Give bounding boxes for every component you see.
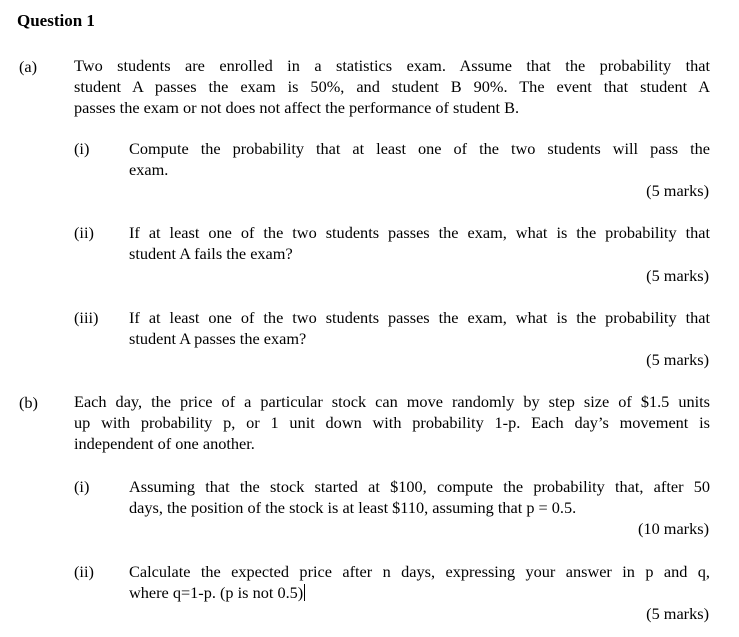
part-a-iii-marks: (5 marks) <box>646 350 709 369</box>
part-b-ii-label: (ii) <box>74 562 94 581</box>
part-a-line-2: student A passes the exam is 50%, and student B 90%. The event that student A <box>74 77 710 96</box>
part-b-line-1: Each day, the price of a particular stock can move randomly by step size of $1.5 units <box>74 392 710 411</box>
part-a-iii-line-1: If at least one of the two students passes the exam, what is the probability that <box>129 308 710 327</box>
part-a-iii-text <box>129 307 710 349</box>
part-a-i-line-1: Compute the probability that at least one of the two students will pass the <box>129 139 710 158</box>
part-a-label: (a) <box>19 57 38 76</box>
part-a-ii-line-2: student A fails the exam? <box>129 244 293 263</box>
part-a-ii-line-1: If at least one of the two students passes the exam, what is the probability that <box>129 223 710 242</box>
part-b-line-2: up with probability p, or 1 unit down with probability 1-p. Each day’s movement is <box>74 413 710 432</box>
part-b-i-marks: (10 marks) <box>638 519 709 538</box>
part-b-ii-text <box>129 561 710 603</box>
part-a-text <box>74 55 710 118</box>
part-b-ii-line-1: Calculate the expected price after n days, expressing your answer in p and q, <box>129 562 710 581</box>
part-a-iii-line-2: student A passes the exam? <box>129 329 307 348</box>
part-a-line-1: Two students are enrolled in a statistics exam. Assume that the probability that <box>74 56 710 75</box>
part-b-i-text <box>129 476 710 518</box>
part-a-i-label: (i) <box>74 139 90 158</box>
text-cursor <box>304 584 305 601</box>
part-a-ii-label: (ii) <box>74 223 94 242</box>
part-b-ii-marks: (5 marks) <box>646 604 709 623</box>
part-a-i-text <box>129 138 710 180</box>
part-b-i-label: (i) <box>74 477 90 496</box>
part-b-i-line-2: days, the position of the stock is at least $110, assuming that p = 0.5. <box>129 498 577 517</box>
part-a-ii-text <box>129 222 710 264</box>
part-a-iii-label: (iii) <box>74 308 99 327</box>
part-a-i-marks: (5 marks) <box>646 181 709 200</box>
part-b-text <box>74 391 710 454</box>
part-a-ii-marks: (5 marks) <box>646 266 709 285</box>
part-b-ii-line-2 <box>129 582 710 603</box>
question-title: Question 1 <box>17 11 95 30</box>
part-b-label: (b) <box>19 393 38 412</box>
part-b-i-line-1: Assuming that the stock started at $100, compute the probability that, after 50 <box>129 477 710 496</box>
part-a-i-line-2: exam. <box>129 160 169 179</box>
part-a-line-3: passes the exam or not does not affect the performance of student B. <box>74 98 520 117</box>
part-b-line-3: independent of one another. <box>74 434 255 453</box>
part-b-ii-line-2-text: where q=1-p. (p is not 0.5) <box>129 583 304 602</box>
